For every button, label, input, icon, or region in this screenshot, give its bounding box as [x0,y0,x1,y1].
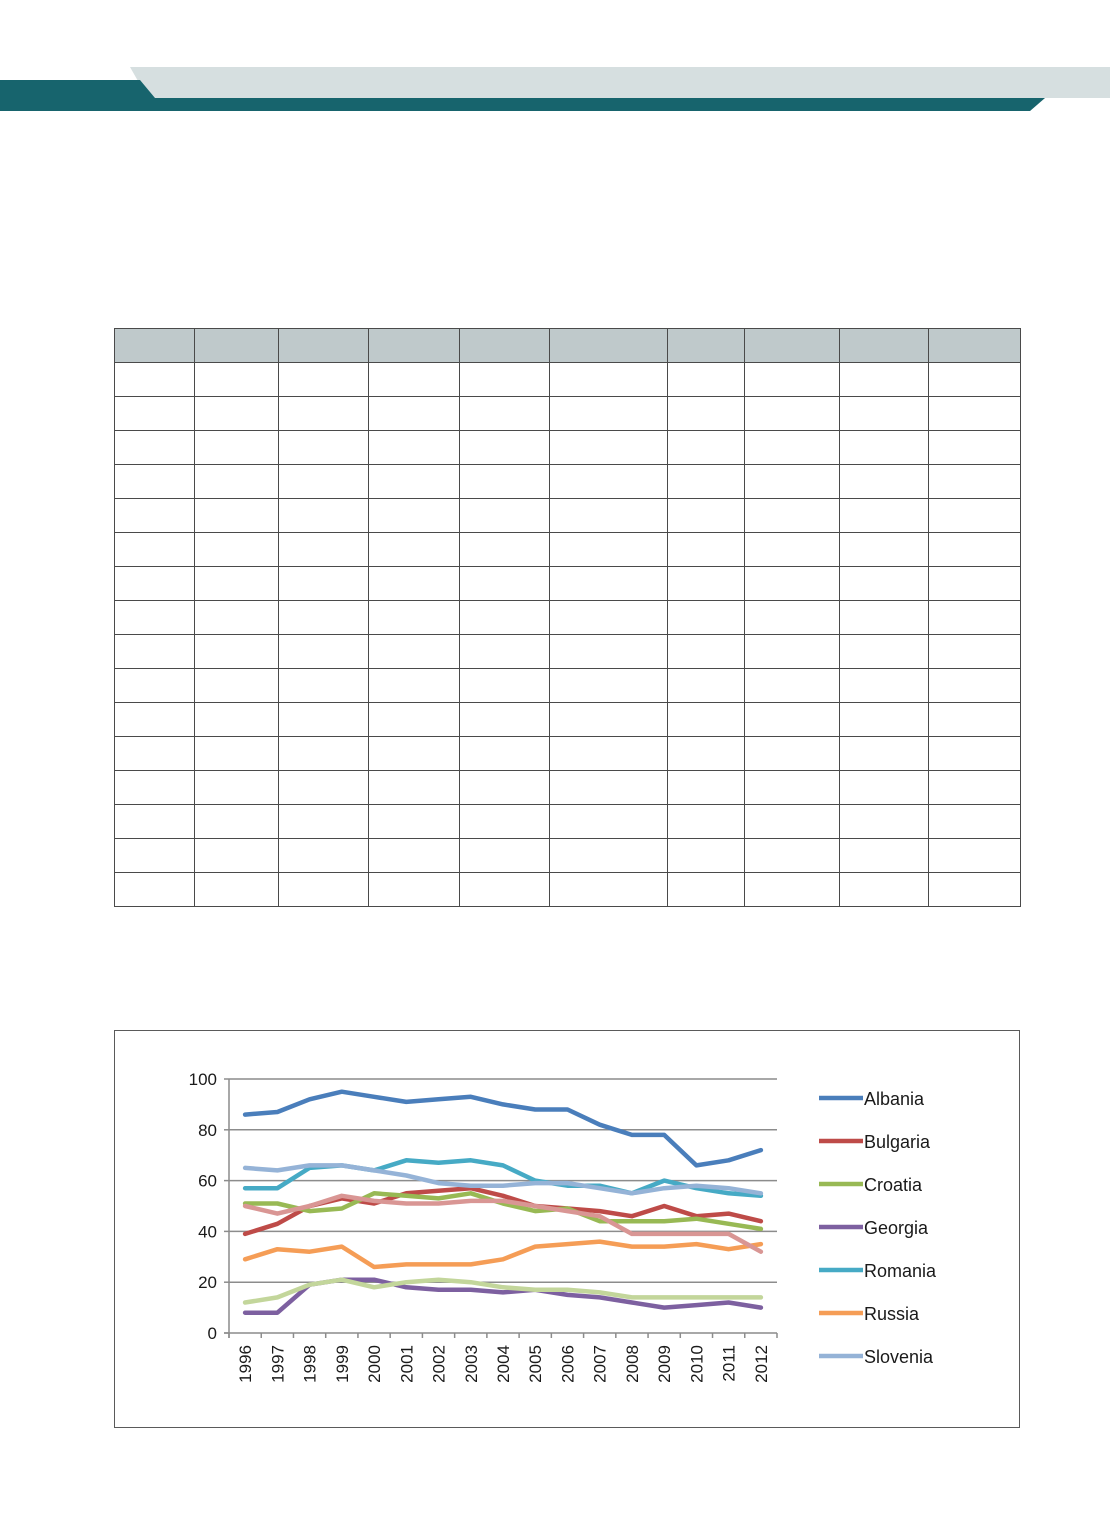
table-cell [195,431,279,465]
table-cell [929,771,1021,805]
table-cell [745,601,840,635]
table-row [115,703,1021,737]
table-cell [460,737,550,771]
legend-label: Russia [864,1304,920,1324]
table-cell [195,499,279,533]
table-cell [668,431,745,465]
table-cell [550,805,668,839]
table-cell [369,601,460,635]
table-row [115,397,1021,431]
table-cell [460,431,550,465]
table-cell [115,431,195,465]
x-tick-label: 2002 [429,1345,449,1383]
table-cell [115,839,195,873]
table-cell [460,533,550,567]
table-cell [668,771,745,805]
table-cell [369,669,460,703]
table-cell [550,737,668,771]
table-cell [840,567,929,601]
table-cell [840,431,929,465]
table-cell [279,397,369,431]
table-cell [668,669,745,703]
table-cell [115,737,195,771]
table-header-cell [115,329,195,363]
table-cell [550,499,668,533]
table-cell [840,771,929,805]
table-cell [115,533,195,567]
table-row [115,669,1021,703]
table-cell [369,703,460,737]
data-table [114,328,1021,907]
table-cell [115,601,195,635]
x-tick-label: 1997 [268,1345,288,1383]
table-cell [460,363,550,397]
table-header-cell [460,329,550,363]
table-cell [550,533,668,567]
table-cell [195,533,279,567]
table-cell [460,465,550,499]
series-line [245,1242,761,1267]
x-tick-label: 2012 [751,1345,771,1383]
legend-label: Romania [864,1261,937,1281]
table-header-cell [745,329,840,363]
table-cell [840,805,929,839]
x-tick-label: 2010 [687,1345,707,1383]
table-cell [550,465,668,499]
table-header-cell [550,329,668,363]
table-cell [840,499,929,533]
table-cell [460,499,550,533]
table-row [115,601,1021,635]
table-header-cell [668,329,745,363]
x-tick-label: 1999 [332,1345,352,1383]
table-cell [460,703,550,737]
x-tick-label: 2001 [397,1345,417,1383]
table-row [115,363,1021,397]
table-cell [115,669,195,703]
x-tick-label: 2009 [655,1345,675,1383]
table-cell [369,839,460,873]
table-cell [550,363,668,397]
table-cell [460,873,550,907]
legend-label: Georgia [864,1218,929,1238]
table-cell [195,601,279,635]
table-cell [929,533,1021,567]
table-row [115,465,1021,499]
table-cell [195,635,279,669]
table-cell [929,397,1021,431]
table-cell [840,465,929,499]
table-cell [279,805,369,839]
table-cell [115,567,195,601]
table-cell [195,465,279,499]
table-cell [929,363,1021,397]
table-cell [115,499,195,533]
table-cell [668,499,745,533]
table-cell [460,397,550,431]
table-header-cell [195,329,279,363]
legend-label: Bulgaria [864,1132,931,1152]
table-cell [279,839,369,873]
table-cell [460,635,550,669]
table-cell [115,703,195,737]
table-cell [279,601,369,635]
table-cell [115,873,195,907]
table-cell [668,805,745,839]
table-cell [929,703,1021,737]
table-cell [195,805,279,839]
table-cell [550,431,668,465]
x-tick-label: 1996 [236,1345,256,1383]
table-cell [369,499,460,533]
table-row [115,839,1021,873]
table-row [115,873,1021,907]
x-tick-label: 2011 [719,1345,739,1382]
legend-label: Albania [864,1089,925,1109]
table-cell [745,635,840,669]
table-cell [550,601,668,635]
x-tick-label: 2008 [622,1345,642,1383]
table-cell [929,839,1021,873]
table-cell [929,601,1021,635]
table-cell [668,873,745,907]
y-tick-label: 100 [188,1070,217,1089]
table-cell [550,567,668,601]
table-cell [195,363,279,397]
table-cell [840,737,929,771]
table-cell [279,771,369,805]
y-tick-label: 40 [198,1222,217,1242]
table-cell [840,601,929,635]
table-cell [369,771,460,805]
header-band [0,0,1110,120]
x-tick-label: 2003 [461,1345,481,1383]
table-cell [929,431,1021,465]
table-cell [550,397,668,431]
y-tick-label: 80 [198,1120,217,1140]
table-cell [668,363,745,397]
table-cell [668,601,745,635]
series-line [245,1092,761,1166]
table-cell [279,431,369,465]
table-cell [115,635,195,669]
table-cell [279,703,369,737]
table-cell [195,873,279,907]
table-cell [745,499,840,533]
table-cell [550,873,668,907]
table-cell [840,533,929,567]
table-cell [929,669,1021,703]
table-cell [929,499,1021,533]
table-cell [745,363,840,397]
table-cell [745,669,840,703]
table-cell [668,567,745,601]
table-cell [745,465,840,499]
table-cell [840,873,929,907]
table-cell [369,533,460,567]
table-cell [840,669,929,703]
y-tick-label: 0 [207,1324,217,1343]
table-cell [460,839,550,873]
table-header-cell [279,329,369,363]
table-cell [550,635,668,669]
table-cell [460,771,550,805]
table-cell [668,703,745,737]
table-cell [279,499,369,533]
table-cell [195,703,279,737]
table-cell [369,635,460,669]
table-header-row [115,329,1021,363]
table-cell [929,567,1021,601]
table-cell [115,397,195,431]
table-cell [668,839,745,873]
table-row [115,737,1021,771]
table-header-cell [369,329,460,363]
table-row [115,499,1021,533]
x-tick-label: 2007 [590,1345,610,1383]
table-cell [115,465,195,499]
table-cell [279,873,369,907]
table-cell [668,465,745,499]
x-tick-label: 1998 [300,1345,320,1383]
legend-label: Slovenia [864,1347,934,1367]
table-cell [460,601,550,635]
table-cell [745,737,840,771]
chart-frame [114,1030,1020,1428]
table-cell [840,363,929,397]
table-cell [369,431,460,465]
table-row [115,567,1021,601]
table-cell [745,805,840,839]
table-cell [369,873,460,907]
table-cell [668,533,745,567]
table-cell [195,839,279,873]
table-cell [279,737,369,771]
table-cell [369,737,460,771]
table-cell [745,771,840,805]
table-cell [369,397,460,431]
table-cell [115,771,195,805]
table-cell [840,703,929,737]
table-cell [369,567,460,601]
table-cell [195,669,279,703]
table-cell [745,839,840,873]
table-row [115,533,1021,567]
table-cell [550,771,668,805]
table-row [115,771,1021,805]
table-cell [460,805,550,839]
table-cell [668,737,745,771]
table-cell [929,635,1021,669]
table-row [115,635,1021,669]
table-cell [929,805,1021,839]
y-tick-label: 60 [198,1171,217,1191]
table-cell [840,635,929,669]
table-cell [460,669,550,703]
table-cell [745,431,840,465]
table-cell [550,839,668,873]
table-cell [195,737,279,771]
table-cell [745,873,840,907]
table-cell [279,635,369,669]
table-cell [115,363,195,397]
table-cell [369,363,460,397]
table-cell [929,737,1021,771]
table-cell [668,397,745,431]
table-cell [745,703,840,737]
table-cell [929,873,1021,907]
table-cell [195,567,279,601]
table-cell [279,533,369,567]
table-cell [550,669,668,703]
x-tick-label: 2000 [365,1345,385,1383]
table-cell [115,805,195,839]
table-cell [369,465,460,499]
table-cell [745,533,840,567]
legend-label: Croatia [864,1175,923,1195]
table-cell [279,465,369,499]
series-line [245,1165,761,1193]
x-tick-label: 2004 [494,1345,513,1383]
table-header-cell [929,329,1021,363]
table-header-cell [840,329,929,363]
table-cell [745,397,840,431]
y-tick-label: 20 [198,1273,217,1293]
table-cell [745,567,840,601]
x-tick-label: 2006 [558,1345,578,1383]
table-cell [279,669,369,703]
table-cell [840,839,929,873]
x-tick-label: 2005 [526,1345,546,1383]
line-chart [115,1031,1019,1427]
table-cell [279,363,369,397]
table-cell [279,567,369,601]
table-cell [195,397,279,431]
table-cell [668,635,745,669]
table-cell [550,703,668,737]
table-cell [195,771,279,805]
table-row [115,431,1021,465]
table-cell [460,567,550,601]
table-cell [369,805,460,839]
table-row [115,805,1021,839]
table-cell [840,397,929,431]
table-cell [929,465,1021,499]
